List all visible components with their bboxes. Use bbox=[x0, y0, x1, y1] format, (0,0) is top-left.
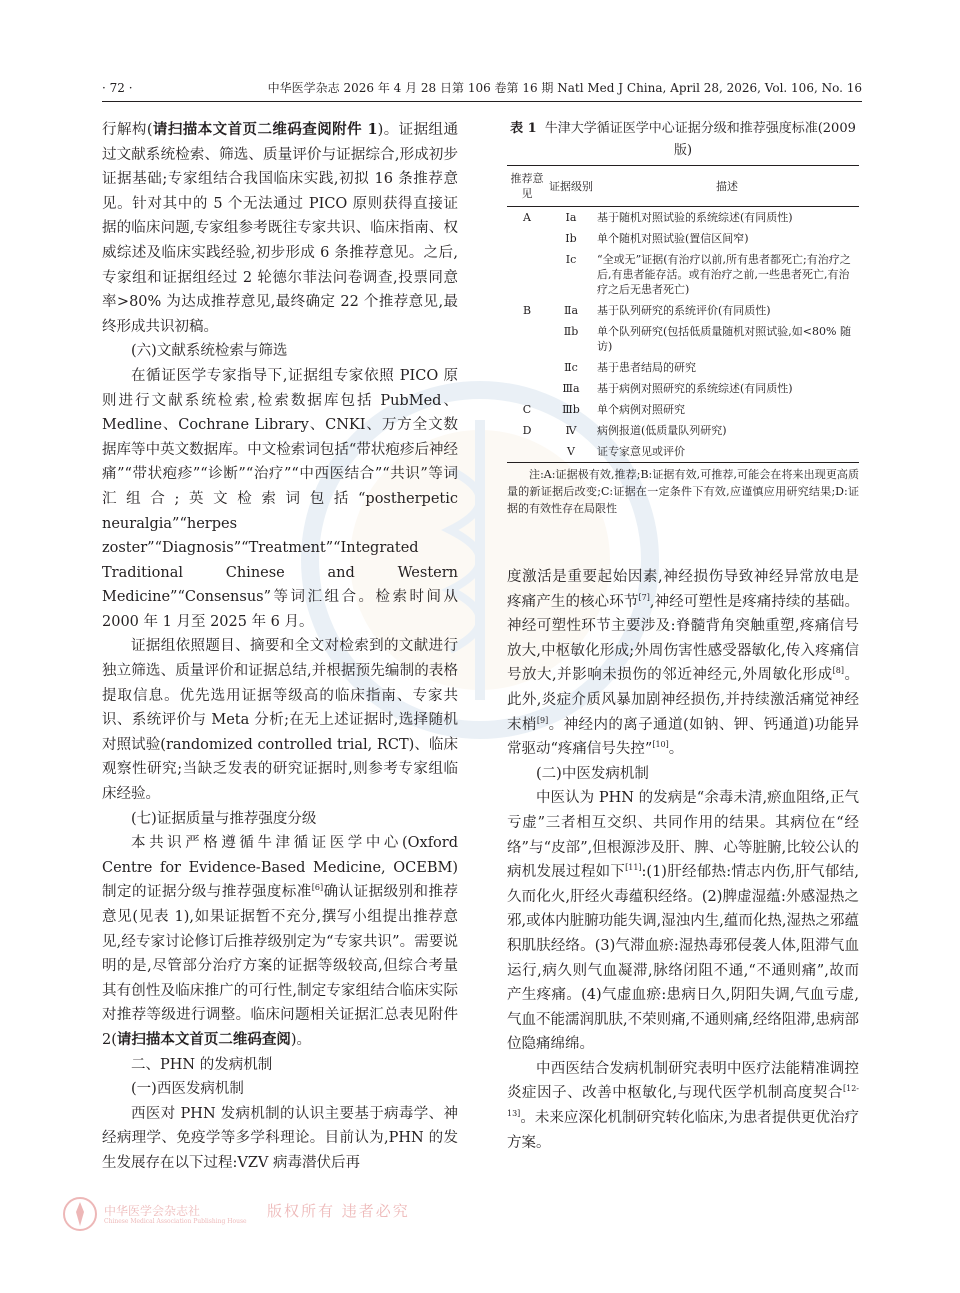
paragraph: 本共识严格遵循牛津循证医学中心(Oxford Centre for Evidence-Based Medicine, OCEBM)制定的证据分级与推荐强度标准[6]确认证据级别和推荐意见(见表 1),如果证据暂不充分,撰写小组提出推荐意见,经专家讨论修订后推荐级别定为“专家共识”。需要说明的是,尽管部分治疗方案的证据等级较高,但综合考量其有创性及临床推广的可行性,制定专家组结合临床实际对推荐等级进行调整。临床问题相关证据汇总表见附件 2(请扫描本文首页二维码查阅)。 bbox=[102, 835, 459, 1048]
right-column bbox=[507, 565, 859, 1155]
paragraph: 证据组依照题目、摘要和全文对检索到的文献进行独立筛选、质量评价和证据总结,并根据预先编制的表格提取信息。优先选用证据等级高的临床指南、专家共识、系统评价与 Meta 分析;在无上述证据时,选择随机对照试验(randomized controlled trial, RCT)、临床观察性研究;当缺乏发表的研究证据时,则参考专家组临床经验。 bbox=[102, 638, 458, 803]
section-heading: (七)证据质量与推荐强度分级 bbox=[131, 810, 317, 827]
subsection-heading: (二)中医发病机制 bbox=[536, 765, 649, 782]
table-row: Ⅰc “全或无”证据(有治疗以前,所有患者都死亡;有治疗之后,有患者能存活。或有治疗之前,一些患者死亡,有治疗之后无患者死亡) bbox=[565, 253, 851, 296]
section-heading: 二、PHN 的发病机制 bbox=[131, 1056, 273, 1073]
citation: [10] bbox=[652, 740, 669, 750]
table-row: Ⅴ 证专家意见或评价 bbox=[507, 441, 859, 463]
paragraph: 中医认为 PHN 的发病是“余毒未清,瘀血阻络,正气亏虚”三者相互交织、共同作用的结果。其病位在“经络”与“皮部”,但根源涉及肝、脾、心等脏腑,比较公认的病机发展过程如下[11]:(1)肝经郁热:情志内伤,肝气郁结,久而化火,肝经火毒蕴积经络。(2)脾虚湿蕴:外感湿热之邪,或体内脏腑功能失调,湿浊内生,蕴而化热,湿热之邪蕴积肌肤经络。(3)气滞血瘀:湿热毒邪侵袭人体,阻滞气血运行,病久则气血凝滞,脉络闭阻不通,“不通则痛”,故而产生疼痛。(4)气虚血瘀:患病日久,阴阳失调,气血亏虚,气血不能濡润肌肤,不荣则痛,不通则痛,经络阻滞,患病部位隐痛绵绵。 bbox=[507, 790, 860, 1053]
table-row: B Ⅱa 基于队列研究的系统评价(有同质性) bbox=[522, 304, 771, 317]
table-row: Ⅱb 单个队列研究(包括低质量随机对照试验,如<80% 随访) bbox=[563, 325, 851, 353]
table-note: 注:A:证据极有效,推荐;B:证据有效,可推荐,可能会在将来出现更高质量的新证据后改变;C:证据在一定条件下有效,应谨慎应用研究结果;D:证据的有效性存在局限性 bbox=[507, 468, 859, 515]
section-heading: (六)文献系统检索与筛选 bbox=[131, 343, 288, 360]
publisher-seal-icon bbox=[62, 1196, 98, 1232]
left-column bbox=[102, 118, 458, 1176]
citation: [11] bbox=[625, 863, 642, 873]
table-row: Ⅲa 基于病例对照研究的系统综述(有同质性) bbox=[562, 382, 793, 395]
citation: [6] bbox=[311, 883, 324, 893]
citation: [12-13] bbox=[507, 1084, 859, 1119]
table-1 bbox=[507, 118, 859, 517]
table-caption bbox=[507, 118, 859, 162]
paragraph: 中西医结合发病机制研究表明中医疗法能精准调控炎症因子、改善中枢敏化,与现代医学机制高度契合[12-13]。未来应深化机制研究转化临床,为患者提供更优治疗方案。 bbox=[507, 1060, 859, 1151]
header-evidence-level: 证据级别 bbox=[549, 179, 593, 193]
copyright-mark: 版权所有 违者必究 bbox=[267, 1202, 410, 1220]
citation: [7] bbox=[638, 592, 650, 602]
paragraph: 行解构(请扫描本文首页二维码查阅附件 1)。证据组通过文献系统检索、筛选、质量评价与证据综合,形成初步证据基础;专家组结合我国临床实践,初拟 16 条推荐意见。针对其中的 5 个无法通过 PICO 原则获得直接证据的临床问题,专家组参考既往专家共识、临床指南、权威综述及临床实践经验,初步形成 6 条推荐意见。之后,专家组和证据组经过 2 轮德尔菲法问卷调查,投票同意率>80% 为达成推荐意见,最终确定 22 个推荐意见,最终形成共识初稿。 bbox=[102, 121, 458, 335]
paragraph: 西医对 PHN 发病机制的认识主要基于病毒学、神经病理学、免疫学等多学科理论。目前认为,PHN 的发生发展存在以下过程:VZV 病毒潜伏后再 bbox=[102, 1105, 458, 1171]
table-row: A Ⅰa 基于随机对照试验的系统综述(有同质性) bbox=[523, 211, 793, 224]
running-head bbox=[102, 78, 862, 98]
table-title: 牛津大学循证医学中心证据分级和推荐强度标准(2009 版) bbox=[544, 121, 856, 158]
header-rule bbox=[102, 101, 862, 102]
page-number: · 72 · bbox=[102, 81, 133, 95]
citation: [8] bbox=[832, 666, 844, 676]
table-row: Ⅰb 单个随机对照试验(置信区间窄) bbox=[565, 232, 749, 245]
header-recommendation: 推荐意见 bbox=[510, 172, 544, 200]
publisher-logo bbox=[62, 1196, 422, 1236]
evidence-grading-table bbox=[507, 165, 859, 463]
journal-citation: 中华医学杂志 2026 年 4 月 28 日第 106 卷第 16 期 Natl Med J China, April 28, 2026, Vol. 106, No. 16 bbox=[267, 81, 862, 95]
paragraph: 度激活是重要起始因素,神经损伤导致神经异常放电是疼痛产生的核心环节[7],神经可塑性是疼痛持续的基础。神经可塑性环节主要涉及:脊髓背角突触重塑,疼痛信号放大,中枢敏化形成;外周伤害性感受器敏化,传入疼痛信号放大,并影响未损伤的邻近神经元,外周敏化形成[8]。此外,炎症介质风暴加剧神经损伤,并持续激活痛觉神经末梢[9]。神经内的离子通道(如钠、钾、钙通道)功能异常驱动“疼痛信号失控”[10]。 bbox=[507, 569, 860, 758]
table-row: D Ⅳ 病例报道(低质量队列研究) bbox=[522, 424, 727, 437]
header-description: 描述 bbox=[716, 179, 738, 193]
table-header-row bbox=[507, 166, 859, 207]
table-row: Ⅱc 基于患者结局的研究 bbox=[564, 361, 696, 374]
publisher-name: 中华医学会杂志社 bbox=[104, 1204, 201, 1218]
table-label: 表 1 bbox=[510, 121, 537, 136]
subsection-heading: (一)西医发病机制 bbox=[131, 1081, 244, 1098]
paragraph: 在循证医学专家指导下,证据组专家依照 PICO 原则进行文献系统检索,检索数据库包括 PubMed、Medline、Cochrane Library、CNKI、万方全文数据库等中英文数据库。中文检索词包括“带状疱疹后神经痛”“带状疱疹”“诊断”“治疗”“中西医结合”“共识”等词汇组合;英文检索词包括“postherpetic neuralgia”“herpes zoster”“Diagnosis”“Treatment”“Integrated Traditional Chinese and Western Medicine”“Consensus”等词汇组合。检索时间从 2000 年 1 月至 2025 年 6 月。 bbox=[102, 367, 458, 630]
citation: [9] bbox=[536, 715, 549, 725]
publisher-name-en: Chinese Medical Association Publishing House bbox=[104, 1218, 247, 1225]
table-row: C Ⅲb 单个病例对照研究 bbox=[522, 403, 685, 416]
